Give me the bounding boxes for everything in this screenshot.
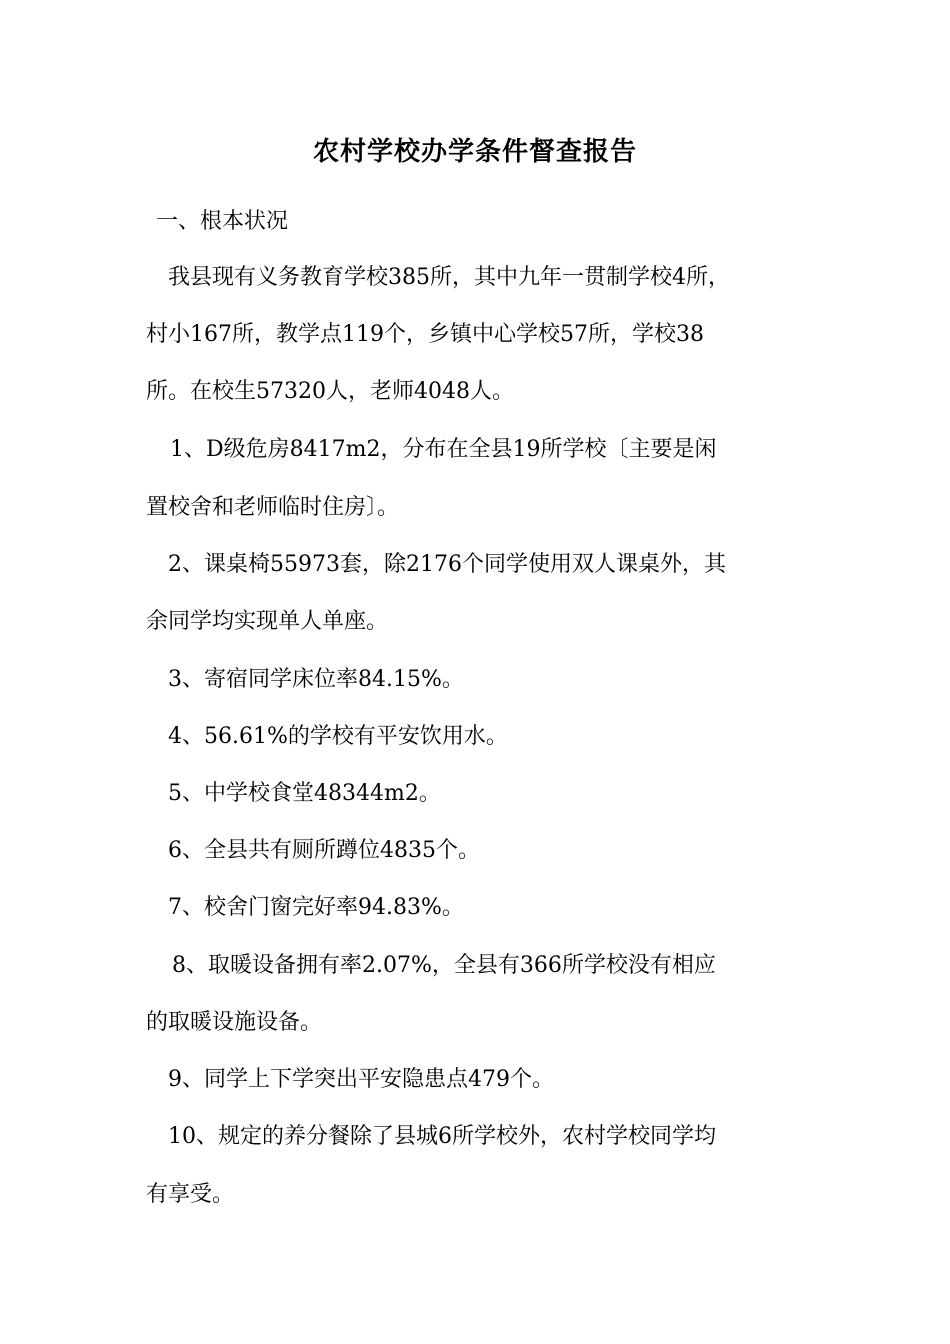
item-10-line-1: 10、规定的养分餐除了县城6所学校外，农村学校同学均 bbox=[168, 1124, 716, 1149]
item-4: 4、56.61%的学校有平安饮用水。 bbox=[168, 724, 508, 749]
item-8-line-2: 的取暖设施设备。 bbox=[146, 1010, 323, 1035]
intro-line-2: 村小167所，教学点119个，乡镇中心学校57所，学校38 bbox=[146, 322, 704, 347]
item-2-line-1: 2、课桌椅55973套，除2176个同学使用双人课桌外，其 bbox=[168, 552, 726, 577]
item-1-line-2: 置校舍和老师临时住房〕。 bbox=[146, 495, 400, 520]
item-9: 9、同学上下学突出平安隐患点479个。 bbox=[168, 1067, 554, 1092]
item-7: 7、校舍门窗完好率94.83%。 bbox=[168, 895, 464, 920]
intro-line-3: 所。在校生57320人，老师4048人。 bbox=[146, 379, 514, 404]
item-6: 6、全县共有厕所蹲位4835个。 bbox=[168, 838, 480, 863]
document-title: 农村学校办学条件督查报告 bbox=[312, 137, 637, 167]
item-2-line-2: 余同学均实现单人单座。 bbox=[146, 609, 389, 634]
item-3: 3、寄宿同学床位率84.15%。 bbox=[168, 667, 464, 692]
item-10-line-2: 有享受。 bbox=[146, 1182, 235, 1207]
item-5: 5、中学校食堂48344m2。 bbox=[168, 781, 441, 806]
item-1-line-1: 1、D级危房8417m2，分布在全县19所学校〔主要是闲 bbox=[170, 437, 717, 462]
intro-line-1: 我县现有义务教育学校385所，其中九年一贯制学校4所， bbox=[168, 265, 730, 290]
section-heading: 一、根本状况 bbox=[156, 209, 289, 234]
item-8-line-1: 8、取暖设备拥有率2.07%，全县有366所学校没有相应 bbox=[172, 953, 716, 978]
